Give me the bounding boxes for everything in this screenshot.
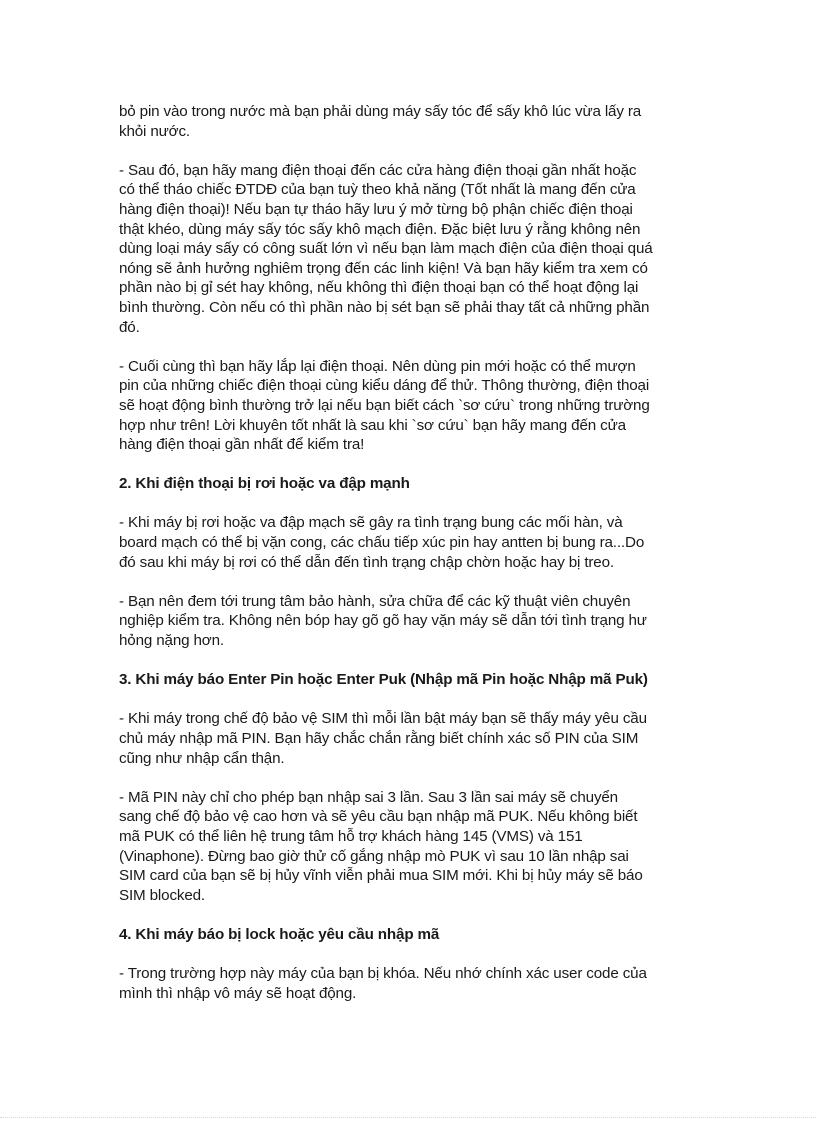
section-heading-3: 3. Khi máy báo Enter Pin hoặc Enter Puk (Nhập mã Pin hoặc Nhập mã Puk) [119, 671, 648, 689]
paragraph-lock-code: - Trong trường hợp này máy của bạn bị khóa. Nếu nhớ chính xác user code của mình thì nhập vô máy sẽ hoạt động. [119, 965, 647, 1002]
paragraph-service-center: - Bạn nên đem tới trung tâm bảo hành, sửa chữa để các kỹ thuật viên chuyên nghiệp kiểm tra. Không nên bóp hay gõ gõ hay vặn máy sẽ dẫn tới tình trạng hư hỏng nặng hơn. [119, 592, 647, 650]
section-heading-2: 2. Khi điện thoại bị rơi hoặc va đập mạnh [119, 475, 410, 493]
paragraph-drop-damage: - Khi máy bị rơi hoặc va đập mạch sẽ gây ra tình trạng bung các mối hàn, và board mạch có thể bị vặn cong, các chấu tiếp xúc pin hay antten bị bung ra...Do đó sau khi máy bị rơi có thể dẫn đến tình trạng chập chờn hoặc hay bị treo. [119, 514, 645, 571]
section-heading-4: 4. Khi máy báo bị lock hoặc yêu cầu nhập mã [119, 925, 440, 943]
paragraph-puk-code: - Mã PIN này chỉ cho phép bạn nhập sai 3 lần. Sau 3 lần sai máy sẽ chuyển sang chế độ bảo vệ cao hơn và sẽ yêu cầu bạn nhập mã PUK. Nếu không biết mã PUK có thể liên hệ trung tâm hỗ trợ khách hàng 145 (VMS) và 151 (Vinaphone). Đừng bao giờ thử cố gắng nhập mò PUK vì sau 10 lần nhập sai SIM card của bạn sẽ bị hủy vĩnh viễn phải mua SIM mới. Khi bị hủy máy sẽ báo SIM blocked. [119, 788, 643, 904]
paragraph-water-dry-end: bỏ pin vào trong nước mà bạn phải dùng máy sấy tóc để sấy khô lúc vừa lấy ra khỏi nước. [119, 103, 642, 140]
paragraph-repair-shop: - Sau đó, bạn hãy mang điện thoại đến các cửa hàng điện thoại gần nhất hoặc có thể tháo chiếc ĐTDĐ của bạn tuỳ theo khả năng (Tốt nhất là mang đến cửa hàng điện thoại)! Nếu bạn tự tháo hãy lưu ý mở từng bộ phận chiếc điện thoại thật khéo, dùng máy sấy tóc sấy khô mạch điện. Đặc biệt lưu ý rằng không nên dùng loại máy sấy có công suất lớn vì nếu bạn làm mạch điện của điện thoại quá nóng sẽ ảnh hưởng nghiêm trọng đến các linh kiện! Và bạn hãy kiểm tra xem có phần nào bị gỉ sét hay không, nếu không thì điện thoại bạn có thể hoạt động lại bình thường. Còn nếu có thì phần nào bị sét bạn sẽ phải thay tất cả những phần đó. [119, 161, 653, 336]
paragraph-reassemble: - Cuối cùng thì bạn hãy lắp lại điện thoại. Nên dùng pin mới hoặc có thể mượn pin của những chiếc điện thoại cùng kiểu dáng để thử. Thông thường, điện thoại sẽ hoạt động bình thường trở lại nếu bạn biết cách `sơ cứu` trong những trường hợp như trên! Lời khuyên tốt nhất là sau khi `sơ cứu` bạn hãy mang đến cửa hàng điện thoại gần nhất để kiểm tra! [119, 357, 650, 454]
paragraph-sim-pin: - Khi máy trong chế độ bảo vệ SIM thì mỗi lần bật máy bạn sẽ thấy máy yêu cầu chủ máy nhập mã PIN. Bạn hãy chắc chắn rằng biết chính xác số PIN của SIM cũng như nhập cẩn thận. [119, 710, 647, 767]
page-bottom-divider [0, 1117, 816, 1118]
document-body [119, 102, 699, 1023]
